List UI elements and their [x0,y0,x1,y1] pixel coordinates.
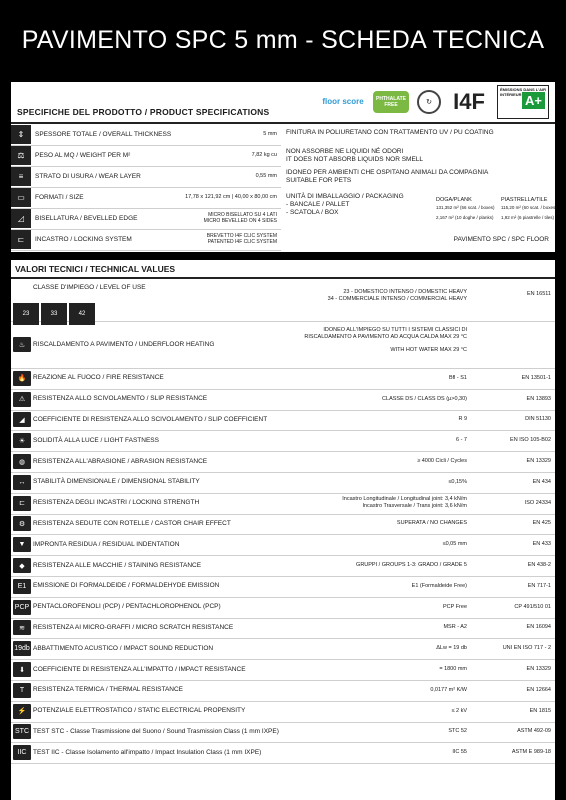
fire-icon: 🔥 [13,371,31,386]
technical-row [11,321,555,369]
technical-standard: EN 425 [532,520,551,527]
spec-row [11,230,281,251]
technical-row [11,493,555,515]
technical-label: RESISTENZA ALLE MACCHIE / STAINING RESISTANCE [33,561,202,569]
technical-value [443,541,467,548]
technical-row [11,742,555,764]
pets-text-it: IDONEO PER AMBIENTI CHE OSPITANO ANIMALI DA COMPAGNIA [286,169,489,176]
tile-heading: PIASTRELLA/TILE [501,197,548,203]
technical-standard: EN 12664 [526,686,551,693]
technical-label: STABILITÀ DIMENSIONALE / DIMENSIONAL STABILITY [33,478,200,486]
technical-standard: EN 13329 [526,458,551,465]
technical-row [11,597,555,619]
technical-label: RESISTENZA ALLO SCIVOLAMENTO / SLIP RESISTANCE [33,395,208,403]
technical-standard: EN 717-1 [527,582,551,589]
tile-box-value: 1,92 m² (6 piastrelle / tiles) [501,215,555,220]
technical-standard: ISO 24334 [524,499,551,506]
technical-value-line: 23 - DOMESTICO INTENSO / DOMESTIC HEAVY [343,289,467,295]
technical-row [11,410,555,432]
use-class-icon: 23 [13,303,39,325]
spec-value: 17,78 x 121,92 cm | 40,00 x 80,00 cm [185,194,277,200]
technical-row [11,701,555,723]
packaging-box-label: - SCATOLA / BOX [286,209,339,216]
technical-value-line: ≥ 4000 Cicli / Cycles [417,458,467,465]
emission-logo-title: ÉMISSIONS DANS L'AIR INTÉRIEUR [500,87,547,97]
technical-value [382,396,467,403]
abrasion-icon: ◍ [13,454,31,469]
liquids-text-it: NON ASSORBE NE LIQUIDI NÉ ODORI [286,148,404,155]
technical-value-line: ≤ 2 kV [451,707,467,714]
phthalate-free-logo-icon [373,91,409,113]
technical-value-line: Incastro Longitudinale / Longitudinal joint: 3,4 kN/m [342,496,467,503]
technical-value [443,624,467,631]
spec-row [11,167,281,188]
technical-standard: CP 491/510 01 [514,603,551,610]
pets-info [286,169,555,185]
technical-label: RESISTENZA SEDUTE CON ROTELLE / CASTOR CHAIR EFFECT [33,519,231,527]
technical-row [11,638,555,660]
technical-value [356,562,467,569]
tile-pallet-value: 115,20 m² (60 scat. / boxes) [501,205,557,210]
technical-row [11,368,555,390]
technical-label: RESISTENZA DEGLI INCASTRI / LOCKING STRENGTH [33,499,200,507]
plank-box-value: 2,167 m² (10 doghe / planks) [436,215,494,220]
product-specifications-heading: SPECIFICHE DEL PRODOTTO / PRODUCT SPECIFICATIONS [17,107,270,117]
spec-value-line: BREVETTO I4F CLIC SYSTEM [206,233,277,239]
technical-standard: EN 433 [532,541,551,548]
technical-value-line: ≤0,15% [448,478,467,485]
technical-label: POTENZIALE ELETTROSTATICO / STATIC ELECTRICAL PROPENSITY [33,707,246,715]
technical-row [11,680,555,702]
certification-logos [321,85,549,119]
packaging-labels [286,193,404,217]
technical-value [412,583,467,590]
technical-values-header [11,260,555,279]
technical-value-line: IDONEO ALL'IMPIEGO SU TUTTI I SISTEMI CLASSICI DI [323,327,467,333]
technical-value-line: ≤0,05 mm [442,541,467,548]
spec-label: STRATO DI USURA / WEAR LAYER [35,173,141,180]
product-specifications-panel [11,82,555,252]
technical-standard: ASTM E 989-18 [511,749,551,756]
technical-label: ABBATTIMENTO ACUSTICO / IMPACT SOUND REDUCTION [33,644,214,652]
technical-value-line: GRUPPI / GROUPS 1-3: GRADO / GRADE 5 [356,562,467,569]
technical-standard: EN 13501-1 [521,374,551,381]
technical-row [11,389,555,411]
i4f-logo-icon [449,87,489,117]
packaging-pallet-label: - BANCALE / PALLET [286,201,350,208]
technical-standard: EN 438-2 [527,562,551,569]
floorscore-logo-text: floor score [322,97,364,106]
technical-row [11,281,555,322]
technical-value-line: WITH HOT WATER MAX 29 °C [390,347,467,353]
technical-row [11,472,555,494]
spec-value: 0,55 mm [255,173,277,179]
technical-value [451,708,467,715]
slip-coefficient-icon: ◢ [13,412,31,427]
technical-row [11,451,555,473]
spec-value [204,212,277,224]
technical-label: RESISTENZA AI MICRO-GRAFFI / MICRO SCRATCH RESISTANCE [33,623,234,631]
technical-standard: UNI EN ISO 717 - 2 [502,645,551,652]
technical-label: CLASSE D'IMPIEGO / LEVEL OF USE [33,284,146,291]
technical-value [342,496,467,510]
joint-icon: ⊏ [13,496,31,511]
iic-icon: IIC [13,745,31,760]
i4f-logo-text: I4F [453,89,485,114]
finish-info [286,129,555,137]
technical-label: RISCALDAMENTO A PAVIMENTO / UNDERFLOOR HEATING [33,340,215,348]
spec-value-line: MICRO BEVELLED ON 4 SIDES [203,218,277,224]
technical-value-line: E1 (Formaldeide Free) [411,582,467,589]
sound-icon: 19db [13,641,31,656]
technical-value [448,479,467,486]
spec-value: 7,82 kg cu [251,152,277,158]
spec-value [207,233,277,245]
liquids-text-en: IT DOES NOT ABSORB LIQUIDS NOR SMELL [286,156,424,163]
technical-value [456,437,467,444]
technical-label: REAZIONE AL FUOCO / FIRE RESISTANCE [33,374,164,382]
spec-row [11,125,281,146]
technical-label: RESISTENZA TERMICA / THERMAL RESISTANCE [33,686,184,694]
technical-value-line: Bfl - S1 [448,374,467,381]
product-type: PAVIMENTO SPC / SPC FLOOR [453,236,549,243]
spec-label: INCASTRO / LOCKING SYSTEM [35,236,132,243]
technical-label: IMPRONTA RESIDUA / RESIDUAL INDENTATION [33,540,180,548]
technical-value-line: 6 - 7 [455,437,467,444]
locking-icon: ⊏ [11,230,31,249]
technical-value [328,289,467,303]
technical-label: PENTACLOROFENOLI (PCP) / PENTACHLOROPHENOL (PCP) [33,603,221,611]
technical-label: TEST IIC - Classe Isolamento all'impatto / Impact Insulation Class (1 mm IXPE) [33,748,262,756]
formaldehyde-icon: E1 [13,579,31,594]
electrostatic-icon: ⚡ [13,704,31,719]
technical-value [458,416,467,423]
pcp-icon: PCP [13,600,31,615]
spec-value-line: MICRO BISELLATO SU 4 LATI [208,212,277,218]
technical-label: EMISSIONE DI FORMALDEIDE / FORMALDEHYDE EMISSION [33,582,220,590]
spec-row [11,209,281,230]
stc-icon: STC [13,724,31,739]
technical-value-line: MSR - A2 [443,624,467,631]
technical-values-heading: VALORI TECNICI / TECHNICAL VALUES [15,264,176,274]
technical-standard: EN ISO 105-B02 [510,437,551,444]
page-title: PAVIMENTO SPC 5 mm - SCHEDA TECNICA [21,26,545,54]
spec-label: BISELLATURA / BEVELLED EDGE [35,215,138,222]
technical-value-line: SUPERATA / NO CHANGES [396,520,467,527]
technical-label: SOLIDITÀ ALLA LUCE / LIGHT FASTNESS [33,436,159,444]
wear-layer-icon: ≡ [11,167,31,186]
size-icon: ▭ [11,188,31,207]
scratch-icon: ≋ [13,620,31,635]
use-class-icon: 42 [69,303,95,325]
technical-value [448,728,467,735]
weight-icon: ⚖ [11,146,31,165]
thickness-icon: ⇕ [11,125,31,144]
technical-standard: EN 13893 [526,395,551,402]
technical-value [417,458,467,465]
thermal-icon: T [13,683,31,698]
technical-value [439,666,467,673]
technical-standard: EN 13329 [526,666,551,673]
technical-row [11,534,555,556]
plank-pallet-value: 131,352 m² (56 scat. / boxes) [436,205,495,210]
liquids-info [286,148,555,164]
phthalate-free-logo-text: PHTHALATE FREE [376,96,406,108]
emission-a-plus-logo-icon [497,85,549,119]
technical-label: COEFFICIENTE DI RESISTENZA ALLO SCIVOLAMENTO / SLIP COEFFICIENT [33,415,268,423]
spec-value-line: PATENTED I4F CLIC SYSTEM [207,239,277,245]
product-specifications-header [11,82,555,124]
spec-row [11,188,281,209]
finish-text: FINITURA IN POLIURETANO CON TRATTAMENTO UV / PU COATING [286,129,494,136]
technical-row [11,576,555,598]
technical-value-line: PCP Free [442,603,467,610]
technical-values-panel [11,260,555,800]
technical-row [11,722,555,744]
technical-standard: ASTM 492-09 [517,728,551,735]
plank-heading: DOGA/PLANK [436,197,472,203]
technical-value-line: RISCALDAMENTO A PAVIMENTO AD ACQUA CALDA MAX 29 °C [304,334,467,340]
technical-value-line: CLASSE DS / CLASS DS (μ>0,30) [382,395,467,402]
technical-value [304,327,467,354]
technical-row [11,430,555,452]
technical-standard: EN 434 [532,478,551,485]
technical-row [11,555,555,577]
technical-value-line: = 1800 mm [439,666,467,673]
packaging-title: UNITÀ DI IMBALLAGGIO / PACKAGING [286,193,404,200]
technical-value-line: ΔLw = 19 db [436,645,467,652]
technical-label: RESISTENZA ALL'ABRASIONE / ABRASION RESISTANCE [33,457,208,465]
use-class-icon: 33 [41,303,67,325]
recycle-logo-icon: ↻ [417,90,441,114]
spec-label: FORMATI / SIZE [35,194,84,201]
technical-value-line: STC 52 [448,728,467,735]
indentation-icon: ▼ [13,537,31,552]
floorscore-logo-icon [321,86,365,118]
technical-row [11,618,555,640]
technical-value-line: Incastro Trasversale / Trans joint: 3,6 kN/m [362,503,467,510]
pets-text-en: SUITABLE FOR PETS [286,177,352,184]
tile-packaging [501,197,557,221]
impact-icon: ⬇ [13,662,31,677]
spec-row [11,146,281,167]
technical-standard: EN 16511 [526,291,551,297]
stain-icon: ◆ [13,558,31,573]
technical-value [397,520,467,527]
technical-value [443,604,467,611]
stability-icon: ↔ [13,475,31,490]
technical-label: COEFFICIENTE DI RESISTENZA ALL'IMPATTO / IMPACT RESISTANCE [33,665,246,673]
technical-value-line: 34 - COMMERCIALE INTENSO / COMMERCIAL HEAVY [327,296,467,302]
bevel-icon: ◿ [11,209,31,228]
spec-value: 5 mm [263,131,277,137]
technical-standard: EN 1815 [529,707,551,714]
technical-value-line: IIC 55 [452,749,467,756]
slip-icon: ⚠ [13,392,31,407]
emission-logo-grade: A+ [522,92,545,109]
technical-standard: DIN 51130 [525,416,551,423]
technical-value [436,645,467,652]
spec-label: PESO AL MQ / WEIGHT PER M² [35,152,131,159]
plank-packaging [436,197,495,221]
technical-row [11,514,555,536]
technical-value [430,687,467,694]
technical-value-line: 0,0177 m² K/W [430,686,467,693]
underfloor-heating-icon: ♨ [13,337,31,352]
technical-value-line: R 9 [458,416,467,423]
technical-standard: EN 16094 [526,624,551,631]
spec-label: SPESSORE TOTALE / OVERALL THICKNESS [35,131,172,138]
technical-value [452,749,467,756]
light-icon: ☀ [13,433,31,448]
technical-label: TEST STC - Classe Trasmissione del Suono / Sound Trasmission Class (1 mm IXPE) [33,727,279,735]
castor-icon: ⚙ [13,516,31,531]
technical-row [11,659,555,681]
packaging-info [286,193,555,231]
technical-value [449,375,467,382]
